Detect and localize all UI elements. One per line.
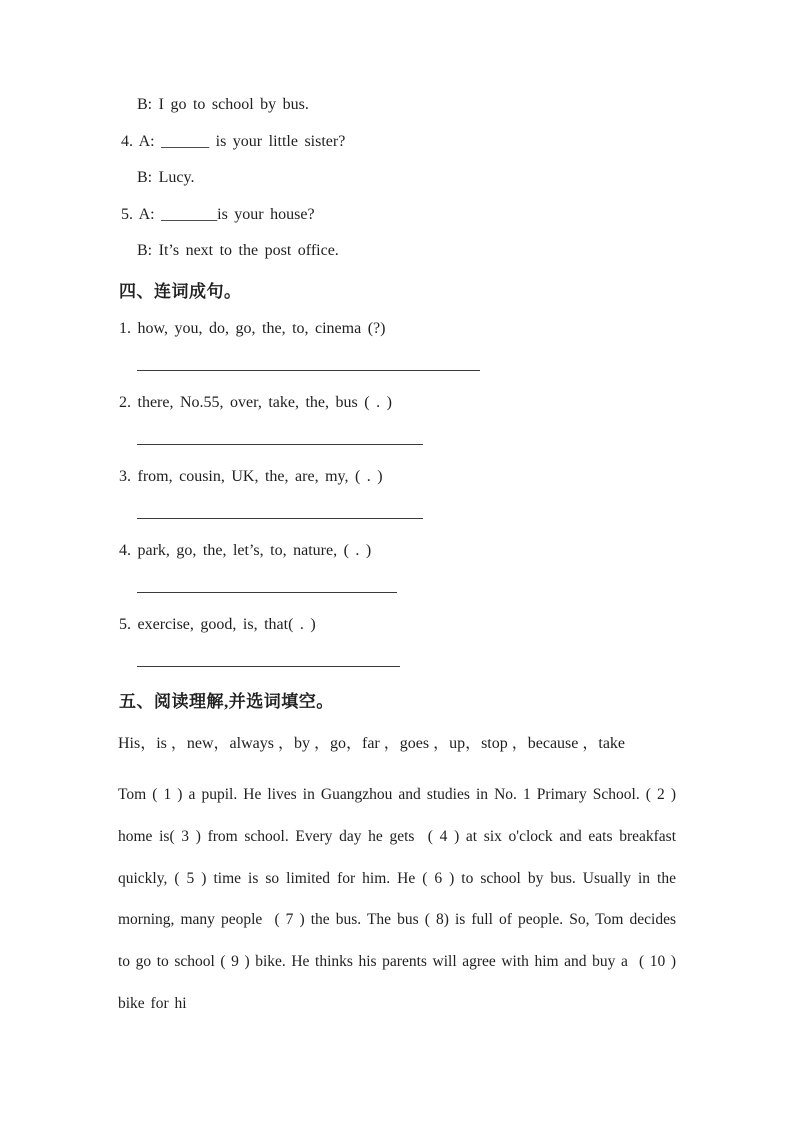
answer-blank-line xyxy=(137,592,397,593)
question-prompt: 4. park, go, the, let’s, to, nature, ( . ) xyxy=(119,542,372,559)
question-prompt: 1. how, you, do, go, the, to, cinema (?) xyxy=(119,320,386,337)
section4-item xyxy=(118,541,676,593)
passage-line: morning, many people ( 7 ) the bus. The bus ( 8) is full of people. So, Tom decides xyxy=(118,911,676,929)
section4-item xyxy=(118,393,676,445)
passage-line: Tom ( 1 ) a pupil. He lives in Guangzhou and studies in No. 1 Primary School. ( 2 ) xyxy=(118,786,676,803)
section4-item xyxy=(118,467,676,519)
passage-line: to go to school ( 9 ) bike. He thinks his parents will agree with him and buy a ( 10 ) xyxy=(118,953,676,971)
section4-heading: 四、连词成句。 xyxy=(119,282,242,301)
dialogue-line: 5. A: _______is your house? xyxy=(121,205,315,223)
section4-items xyxy=(118,319,676,667)
question-prompt: 5. exercise, good, is, that( . ) xyxy=(119,616,316,633)
section4-item xyxy=(118,615,676,667)
answer-blank-line xyxy=(137,518,423,519)
dialogue-section xyxy=(118,95,676,261)
dialogue-line: 4. A: ______ is your little sister? xyxy=(121,132,346,150)
dialogue-line: B: I go to school by bus. xyxy=(137,96,309,113)
question-prompt: 2. there, No.55, over, take, the, bus ( . ) xyxy=(119,394,392,411)
answer-blank-line xyxy=(137,370,480,371)
dialogue-line: B: Lucy. xyxy=(137,169,195,186)
answer-blank-line xyxy=(137,666,400,667)
passage-line: quickly, ( 5 ) time is so limited for him. He ( 6 ) to school by bus. Usually in the xyxy=(118,869,676,887)
page-content xyxy=(118,95,676,1036)
reading-passage xyxy=(118,785,676,1036)
passage-line: bike for hi xyxy=(118,994,187,1012)
section4-item xyxy=(118,319,676,371)
passage-line: home is( 3 ) from school. Every day he gets ( 4 ) at six o'clock and eats breakfast xyxy=(118,827,676,845)
question-prompt: 3. from, cousin, UK, the, are, my, ( . ) xyxy=(119,468,383,485)
word-bank: His，is ，new，always ，by ，go，far ，goes ，up，stop ，because ，take xyxy=(118,735,626,752)
answer-blank-line xyxy=(137,444,423,445)
dialogue-line: B: It’s next to the post office. xyxy=(137,242,339,259)
section5-heading: 五、阅读理解,并选词填空。 xyxy=(119,692,334,711)
